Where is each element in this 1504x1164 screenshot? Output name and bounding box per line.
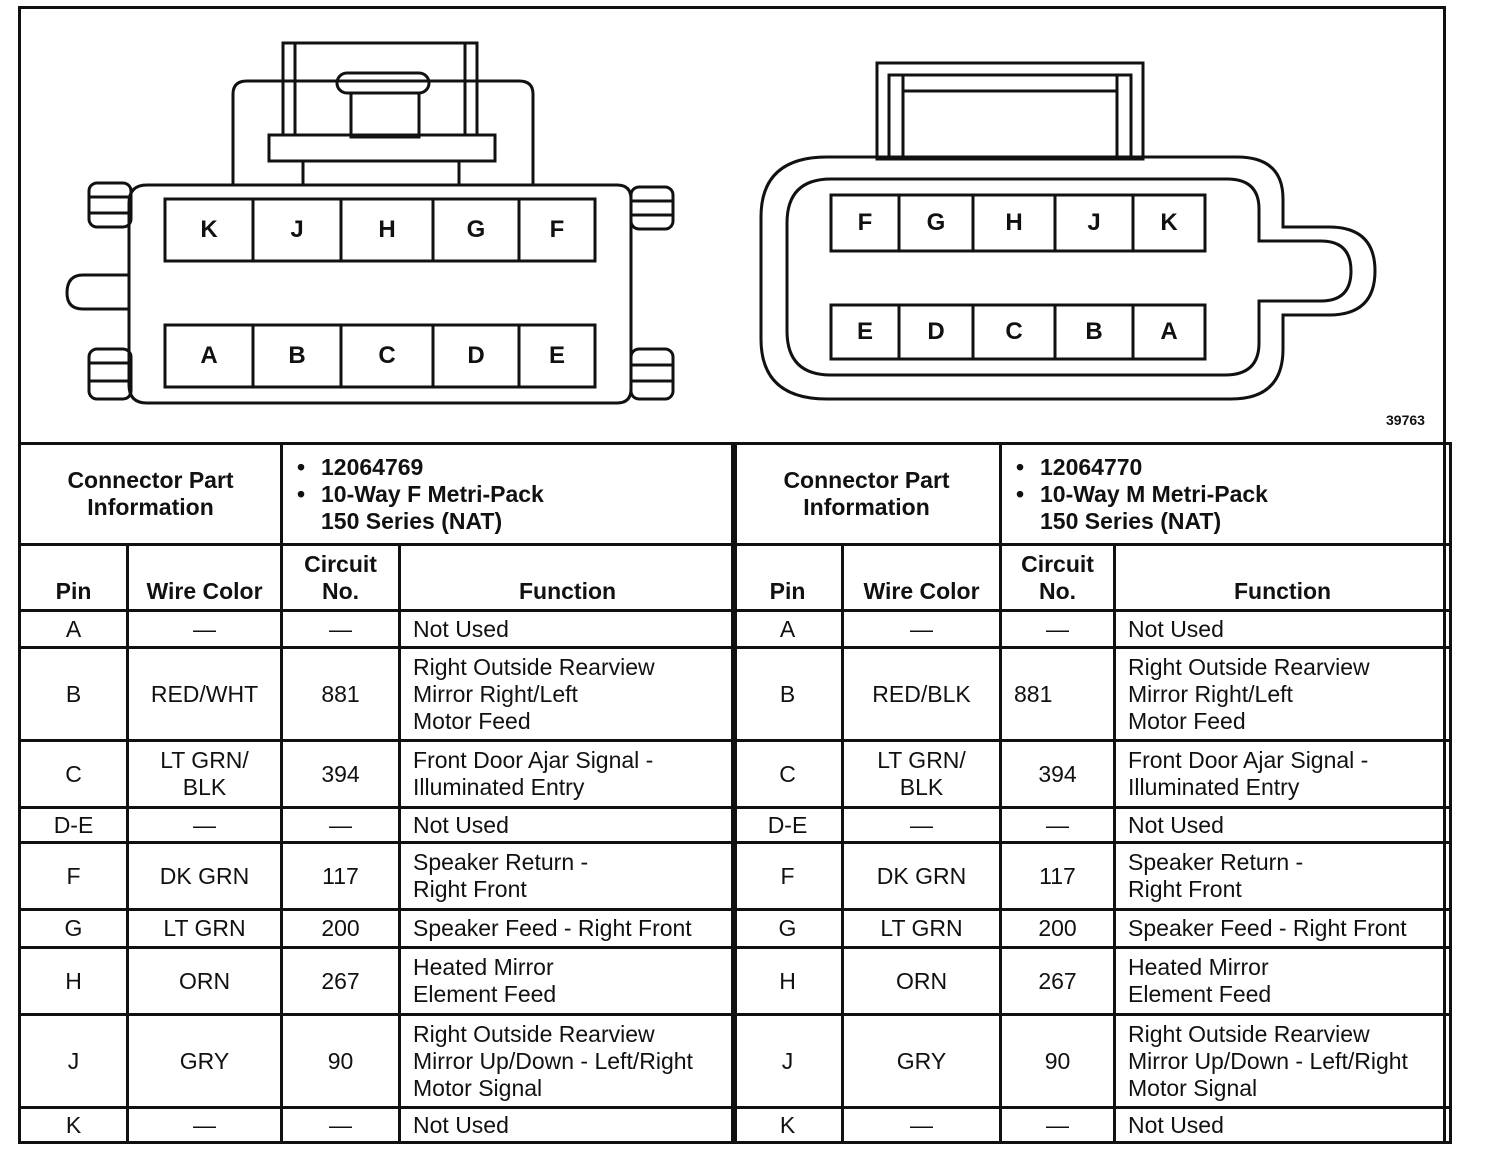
wire-color-cell: RED/BLK [843, 648, 1001, 741]
wire-color-cell: DK GRN [843, 843, 1001, 910]
function-cell: Right Outside Rearview Mirror Up/Down - Left/Right Motor Signal [400, 1015, 736, 1108]
function-cell: Not Used [1115, 808, 1451, 843]
wire-color-cell: — [843, 1108, 1001, 1143]
table-row [733, 741, 1451, 808]
right-pin-label: H [1005, 209, 1023, 236]
wire-color-cell: DK GRN [128, 843, 282, 910]
table-row [733, 648, 1451, 741]
circuit-cell: 267 [1001, 948, 1115, 1015]
left-pin-label: K [200, 216, 218, 243]
pin-cell: D-E [733, 808, 843, 843]
right-pin-label: A [1160, 318, 1178, 345]
function-cell: Right Outside Rearview Mirror Up/Down - Left/Right Motor Signal [1115, 1015, 1451, 1108]
function-cell: Heated Mirror Element Feed [400, 948, 736, 1015]
pin-cell: J [733, 1015, 843, 1108]
wire-color-cell: — [128, 1108, 282, 1143]
table-row [733, 948, 1451, 1015]
circuit-cell: — [282, 808, 400, 843]
pin-cell: K [20, 1108, 128, 1143]
table-row [733, 1108, 1451, 1143]
function-cell: Not Used [1115, 1108, 1451, 1143]
left-pin-label: G [466, 216, 486, 243]
table-row [733, 1015, 1451, 1108]
column-header-pin: Pin [20, 545, 128, 611]
right-pin-label: D [927, 318, 945, 345]
pin-cell: F [20, 843, 128, 910]
pin-cell: F [733, 843, 843, 910]
pin-cell: C [733, 741, 843, 808]
table-row [20, 1108, 736, 1143]
wire-color-cell: — [128, 808, 282, 843]
function-cell: Speaker Feed - Right Front [400, 910, 736, 948]
right-connector-table [731, 442, 1452, 1144]
figure-id: 39763 [1386, 412, 1425, 428]
left-pin-label: J [290, 216, 304, 243]
left-pin-label: B [288, 342, 306, 369]
function-cell: Right Outside Rearview Mirror Right/Left Motor Feed [400, 648, 736, 741]
connector-part-numbers [282, 444, 736, 545]
circuit-cell: 267 [282, 948, 400, 1015]
function-cell: Not Used [400, 611, 736, 648]
circuit-cell: 881 [282, 648, 400, 741]
pin-cell: A [733, 611, 843, 648]
circuit-cell: 117 [1001, 843, 1115, 910]
wire-color-cell: LT GRN [128, 910, 282, 948]
table-row [20, 611, 736, 648]
function-cell: Speaker Feed - Right Front [1115, 910, 1451, 948]
right-pin-label: C [1005, 318, 1023, 345]
circuit-cell: 117 [282, 843, 400, 910]
circuit-cell: — [1001, 1108, 1115, 1143]
column-header-wire-color: Wire Color [843, 545, 1001, 611]
pin-cell: K [733, 1108, 843, 1143]
function-cell: Speaker Return - Right Front [400, 843, 736, 910]
part-number: • 12064770 [1040, 454, 1437, 481]
wire-color-cell: — [843, 611, 1001, 648]
column-header-pin: Pin [733, 545, 843, 611]
table-row [20, 948, 736, 1015]
wire-color-cell: ORN [843, 948, 1001, 1015]
table-row [733, 843, 1451, 910]
connector-part-numbers [1001, 444, 1451, 545]
function-cell: Front Door Ajar Signal - Illuminated Entry [400, 741, 736, 808]
function-cell: Heated Mirror Element Feed [1115, 948, 1451, 1015]
part-description: • 10-Way M Metri-Pack 150 Series (NAT) [1040, 481, 1437, 535]
left-pin-label: E [548, 342, 565, 369]
circuit-cell: 90 [1001, 1015, 1115, 1108]
wire-color-cell: LT GRN/ BLK [843, 741, 1001, 808]
pin-cell: J [20, 1015, 128, 1108]
pin-cell: H [20, 948, 128, 1015]
table-row [20, 741, 736, 808]
right-pin-label: K [1160, 209, 1178, 236]
column-header-circuit: Circuit No. [282, 545, 400, 611]
table-row [20, 1015, 736, 1108]
connector-part-info-label: Connector Part Information [733, 444, 1001, 545]
right-pin-label: B [1085, 318, 1103, 345]
wire-color-cell: GRY [128, 1015, 282, 1108]
table-row [20, 910, 736, 948]
pin-cell: A [20, 611, 128, 648]
left-pin-label: C [378, 342, 396, 369]
connector-part-info-label: Connector Part Information [20, 444, 282, 545]
column-header-function: Function [1115, 545, 1451, 611]
part-description: • 10-Way F Metri-Pack 150 Series (NAT) [321, 481, 722, 535]
circuit-cell: — [282, 1108, 400, 1143]
function-cell: Not Used [400, 808, 736, 843]
left-pin-label: H [378, 216, 396, 243]
circuit-cell: 90 [282, 1015, 400, 1108]
pin-cell: G [733, 910, 843, 948]
function-cell: Front Door Ajar Signal - Illuminated Entry [1115, 741, 1451, 808]
column-header-function: Function [400, 545, 736, 611]
table-row [20, 808, 736, 843]
wire-color-cell: ORN [128, 948, 282, 1015]
right-pin-label: G [926, 209, 946, 236]
left-pin-label: D [467, 342, 485, 369]
table-row [20, 843, 736, 910]
pin-cell: C [20, 741, 128, 808]
circuit-cell: 881 [1001, 648, 1115, 741]
column-header-wire-color: Wire Color [128, 545, 282, 611]
table-row [733, 808, 1451, 843]
function-cell: Not Used [400, 1108, 736, 1143]
pin-cell: H [733, 948, 843, 1015]
left-pin-label: A [200, 342, 218, 369]
circuit-cell: — [1001, 611, 1115, 648]
pin-cell: G [20, 910, 128, 948]
left-pin-label: F [549, 216, 565, 243]
function-cell: Speaker Return - Right Front [1115, 843, 1451, 910]
circuit-cell: — [282, 611, 400, 648]
part-number: • 12064769 [321, 454, 722, 481]
circuit-cell: 200 [1001, 910, 1115, 948]
right-pin-label: F [857, 209, 873, 236]
table-row [733, 611, 1451, 648]
wire-color-cell: LT GRN/ BLK [128, 741, 282, 808]
circuit-cell: 394 [282, 741, 400, 808]
left-connector-table [18, 442, 737, 1144]
pin-cell: D-E [20, 808, 128, 843]
circuit-cell: 200 [282, 910, 400, 948]
column-header-circuit: Circuit No. [1001, 545, 1115, 611]
wire-color-cell: LT GRN [843, 910, 1001, 948]
wire-color-cell: RED/WHT [128, 648, 282, 741]
function-cell: Not Used [1115, 611, 1451, 648]
table-row [733, 910, 1451, 948]
wire-color-cell: — [128, 611, 282, 648]
function-cell: Right Outside Rearview Mirror Right/Left Motor Feed [1115, 648, 1451, 741]
table-row [20, 648, 736, 741]
circuit-cell: — [1001, 808, 1115, 843]
pin-cell: B [733, 648, 843, 741]
pin-cell: B [20, 648, 128, 741]
wire-color-cell: — [843, 808, 1001, 843]
right-pin-label: E [856, 318, 873, 345]
wire-color-cell: GRY [843, 1015, 1001, 1108]
circuit-cell: 394 [1001, 741, 1115, 808]
right-pin-label: J [1087, 209, 1101, 236]
